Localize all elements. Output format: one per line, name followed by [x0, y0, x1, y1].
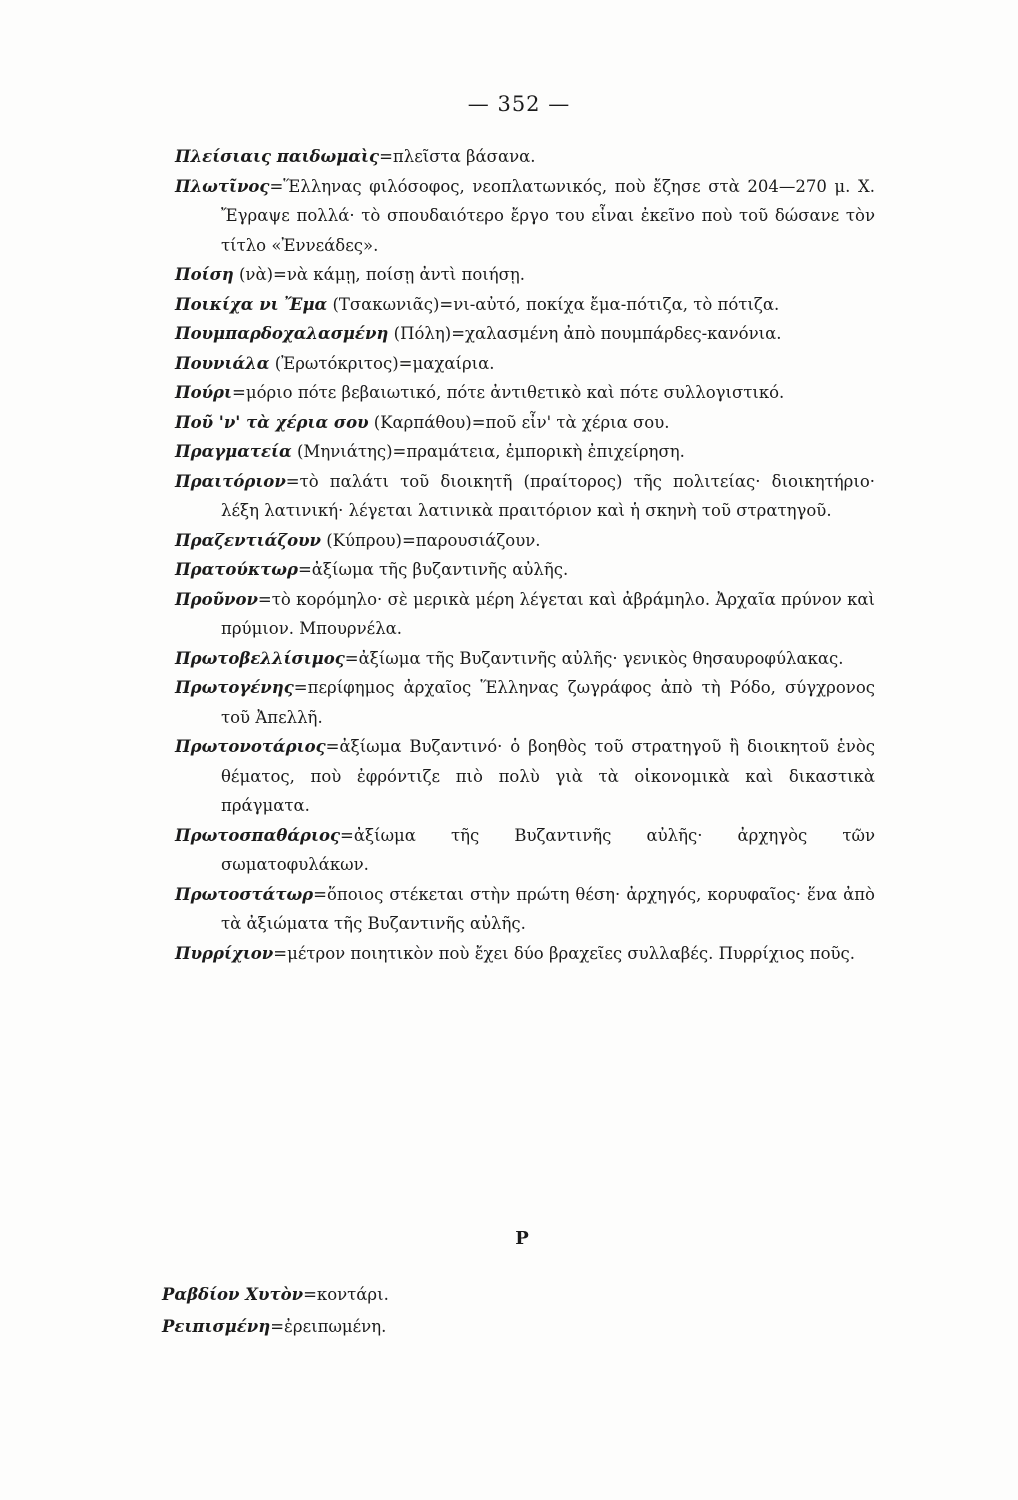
entry-definition: =ἀξίωμα τῆς βυζαντινῆς αὐλῆς. [297, 560, 569, 579]
glossary-entry [175, 644, 875, 674]
glossary-entry [162, 1311, 862, 1343]
entry-term: Πραζεντιάζουν [175, 530, 321, 550]
glossary-entry [175, 408, 875, 438]
entry-term: Ρειπισμένη [162, 1317, 271, 1336]
section-letter-heading: Ρ [515, 1228, 529, 1249]
glossary-entry [175, 260, 875, 290]
glossary-entries-p [175, 142, 875, 968]
entry-definition: (Ἐρωτόκριτος)=μαχαίρια. [269, 353, 495, 373]
entry-term: Πλείσιαις παιδωμαὶς [175, 147, 380, 166]
entry-term: Πρατούκτωρ [175, 560, 298, 579]
entry-definition: (Κύπρου)=παρουσιάζουν. [320, 530, 541, 550]
entry-term: Πουμπαρδοχαλασμένη [175, 324, 389, 343]
entry-term: Ραβδίον Χυτὸν [162, 1285, 304, 1304]
entry-term: Πρωτοστάτωρ [175, 884, 314, 904]
glossary-entry [175, 821, 875, 880]
entry-definition: (Καρπάθου)=ποῦ εἶν' τὰ χέρια σου. [368, 412, 670, 432]
entry-definition: =ἀξίωμα τῆς Βυζαντινῆς αὐλῆς· ἀρχηγὸς τῶν σωματοφυλάκων. [221, 825, 875, 874]
entry-definition: =μέτρον ποιητικὸν ποὺ ἔχει δύο βραχεῖες συλλαβές. Πυρρίχιος ποῦς. [273, 943, 856, 963]
glossary-entry [175, 467, 875, 526]
entry-definition: =τὸ παλάτι τοῦ διοικητῆ (πραίτορος) τῆς πολιτείας· διοικητήριο· λέξη λατινική· λέγεται λατινικὰ πραιτόριον καὶ ἡ σκηνὴ τοῦ στρατηγοῦ. [221, 471, 875, 520]
entry-definition: =ἀξίωμα Βυζαντινό· ὁ βοηθὸς τοῦ στρατηγοῦ ἢ διοικητοῦ ἑνὸς θέματος, ποὺ ἐφρόντιζε πιὸ πολὺ γιὰ τὰ οἰκονομικὰ καὶ δικαστικὰ πράγματα. [221, 737, 875, 815]
glossary-entry [175, 673, 875, 732]
page-number: — 352 — [467, 92, 571, 116]
entry-definition: (νὰ)=νὰ κάμῃ, ποίσῃ ἀντὶ ποιήσῃ. [233, 265, 526, 284]
entry-term: Πυρρίχιον [175, 943, 274, 963]
entry-definition: =ἐρειπωμένη. [270, 1317, 387, 1336]
entry-definition: =περίφημος ἀρχαῖος Ἕλληνας ζωγράφος ἀπὸ τὴ Ρόδο, σύγχρονος τοῦ Ἀπελλῆ. [221, 678, 875, 727]
entry-term: Πουνιάλα [175, 353, 270, 373]
entry-definition: (Τσακωνιᾶς)=νι-αὐτό, ποκίχα ἔμα-πότιζα, τὸ πότιζα. [327, 294, 780, 314]
glossary-entry [175, 349, 875, 379]
entry-term: Ποίση [175, 265, 234, 284]
glossary-entry [175, 378, 875, 408]
entry-term: Πρωτογένης [175, 678, 294, 697]
entry-term: Πρωτοσπαθάριος [175, 825, 341, 845]
entry-definition: =Ἕλληνας φιλόσοφος, νεοπλατωνικός, ποὺ ἔζησε στὰ 204—270 μ. Χ. Ἔγραψε πολλά· τὸ σπουδαιότερο ἔργο του εἶναι ἐκεῖνο ποὺ τοῦ δώσανε τὸν τίτλο «Ἐννεάδες». [221, 176, 875, 255]
entry-definition: =ἀξίωμα τῆς Βυζαντινῆς αὐλῆς· γενικὸς θησαυροφύλακας. [344, 648, 844, 668]
glossary-entries-r [162, 1279, 862, 1343]
glossary-entry [175, 290, 875, 320]
glossary-entry [175, 437, 875, 467]
glossary-entry [175, 555, 875, 585]
entry-definition: =κοντάρι. [303, 1285, 389, 1304]
entry-definition: =ὅποιος στέκεται στὴν πρώτη θέση· ἀρχηγός, κορυφαῖος· ἕνα ἀπὸ τὰ ἀξιώματα τῆς Βυζαντινῆς αὐλῆς. [221, 884, 875, 933]
glossary-entry [175, 172, 875, 261]
entry-term: Ποικίχα νι Ἔμα [175, 294, 328, 314]
entry-term: Πραγματεία [175, 442, 292, 461]
entry-definition: =πλεῖστα βάσανα. [379, 147, 536, 166]
glossary-entry [175, 526, 875, 556]
glossary-entry [175, 142, 875, 172]
entry-definition: =μόριο πότε βεβαιωτικό, πότε ἀντιθετικὸ καὶ πότε συλλογιστικό. [232, 383, 785, 402]
entry-term: Πλωτῖνος [175, 176, 270, 196]
entry-term: Ποῦ 'ν' τὰ χέρια σου [175, 412, 369, 432]
entry-definition: (Πόλη)=χαλασμένη ἀπὸ πουμπάρδες-κανόνια. [388, 324, 782, 343]
glossary-entry [175, 939, 875, 969]
entry-term: Πούρι [175, 383, 233, 402]
glossary-entry [175, 880, 875, 939]
entry-definition: =τὸ κορόμηλο· σὲ μερικὰ μέρη λέγεται καὶ ἀβράμηλο. Ἀρχαῖα πρύνον καὶ πρύμιον. Μπουρνέλα. [221, 589, 875, 638]
glossary-entry [162, 1279, 862, 1311]
entry-definition: (Μηνιάτης)=πραμάτεια, ἐμπορικὴ ἐπιχείρηση. [291, 442, 685, 461]
glossary-entry [175, 319, 875, 349]
entry-term: Πρωτοβελλίσιμος [175, 648, 345, 668]
entry-term: Πρωτονοτάριος [175, 737, 326, 756]
entry-term: Πραιτόριον [175, 471, 286, 491]
glossary-entry [175, 585, 875, 644]
glossary-entry [175, 732, 875, 821]
entry-term: Προῦνον [175, 589, 258, 609]
